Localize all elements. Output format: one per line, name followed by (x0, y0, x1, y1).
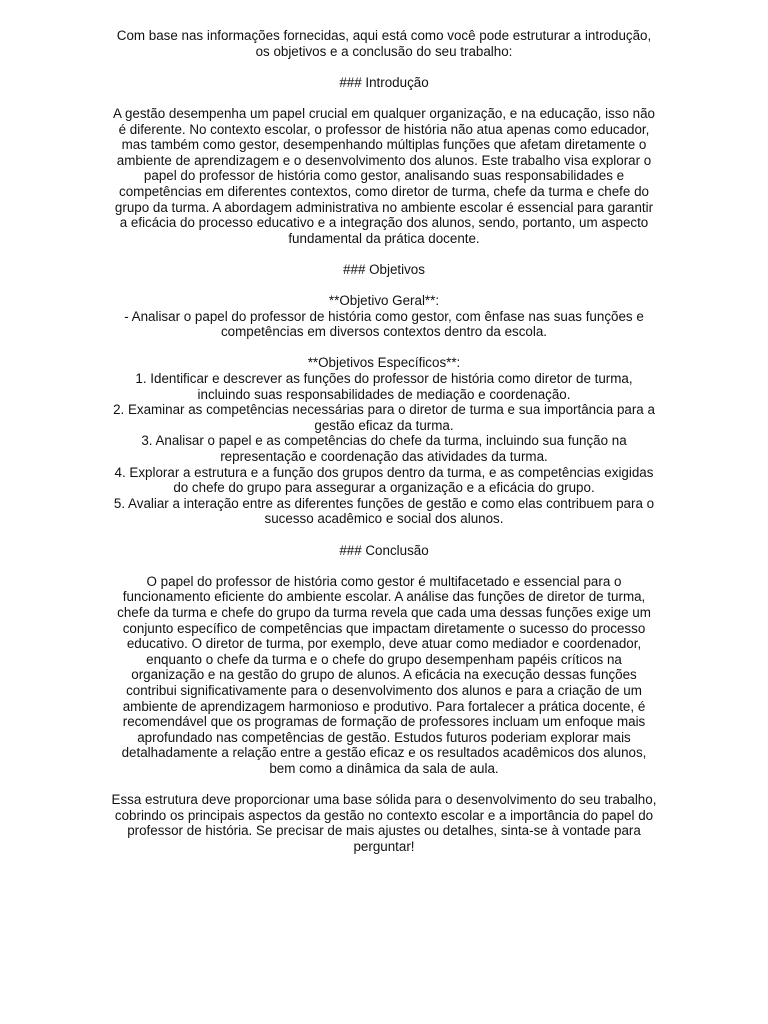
introducao-paragraph: A gestão desempenha um papel crucial em qualquer organização, e na educação, isso não é diferente. No contexto escolar, o professor de história não atua apenas como educador, mas também como gestor, desempenhando múltiplas funções que afetam diretamente o ambiente de aprendizagem e o desenvolvimento dos alunos. Este trabalho visa explorar o papel do professor de história como gestor, analisando suas responsabilidades e competências em diferentes contextos, como diretor de turma, chefe da turma e chefe do grupo da turma. A abordagem administrativa no ambiente escolar é essencial para garantir a eficácia do processo educativo e a integração dos alunos, sendo, portanto, um aspecto fundamental da prática docente. (113, 105, 655, 246)
objetivo-geral-text: - Analisar o papel do professor de história como gestor, com ênfase nas suas funções e competências em diversos contextos dentro da escola. (124, 308, 644, 340)
objetivo-geral-block (110, 293, 658, 340)
objetivo-geral-label: **Objetivo Geral**: (328, 293, 440, 309)
list-item: 3. Analisar o papel e as competências do chefe da turma, incluindo sua função na representação e coordenação das atividades da turma. (141, 433, 627, 465)
list-item: 2. Examinar as competências necessárias para o diretor de turma e sua importância para a gestão eficaz da turma. (113, 402, 655, 433)
objetivos-especificos-label: **Objetivos Específicos**: (307, 355, 461, 371)
document-page (110, 28, 658, 870)
list-item: 4. Explorar a estrutura e a função dos grupos dentro da turma, e as competências exigidas do chefe do grupo para assegurar a organização e a eficácia do grupo. (114, 464, 654, 496)
heading-conclusao: ### Conclusão (339, 542, 429, 558)
heading-introducao: ### Introdução (339, 74, 429, 90)
closing-paragraph: Essa estrutura deve proporcionar uma base sólida para o desenvolvimento do seu trabalho, cobrindo os principais aspectos da gestão no contexto escolar e a importância do papel do professor de história. Se precisar de mais ajustes ou detalhes, sinta-se à vontade para perguntar! (111, 792, 657, 854)
list-item: 5. Avaliar a interação entre as diferentes funções de gestão e como elas contribuem para o sucesso acadêmico e social dos alunos. (113, 495, 655, 527)
intro-line: Com base nas informações fornecidas, aqui está como você pode estruturar a introdução, os objetivos e a conclusão do seu trabalho: (116, 28, 652, 59)
objetivos-especificos-block (110, 355, 658, 527)
heading-objetivos: ### Objetivos (343, 261, 425, 277)
list-item: 1. Identificar e descrever as funções do professor de história como diretor de turma, incluindo suas responsabilidades de mediação e coordenação. (135, 371, 633, 402)
conclusao-paragraph: O papel do professor de história como gestor é multifacetado e essencial para o funcionamento eficiente do ambiente escolar. A análise das funções de diretor de turma, chefe da turma e chefe do grupo da turma revela que cada uma dessas funções exige um conjunto específico de competências que impactam diretamente o sucesso do processo educativo. O diretor de turma, por exemplo, deve atuar como mediador e coordenador, enquanto o chefe da turma e o chefe do grupo desempenham papéis críticos na organização e na gestão do grupo de alunos. A eficácia na execução dessas funções contribui significativamente para o desenvolvimento dos alunos e para a criação de um ambiente de aprendizagem harmonioso e produtivo. Para fortalecer a prática docente, é recomendável que os programas de formação de professores incluam um enfoque mais aprofundado nas competências de gestão. Estudos futuros poderiam explorar mais detalhadamente a relação entre a gestão eficaz e os resultados acadêmicos dos alunos, bem como a dinâmica da sala de aula. (117, 573, 651, 776)
